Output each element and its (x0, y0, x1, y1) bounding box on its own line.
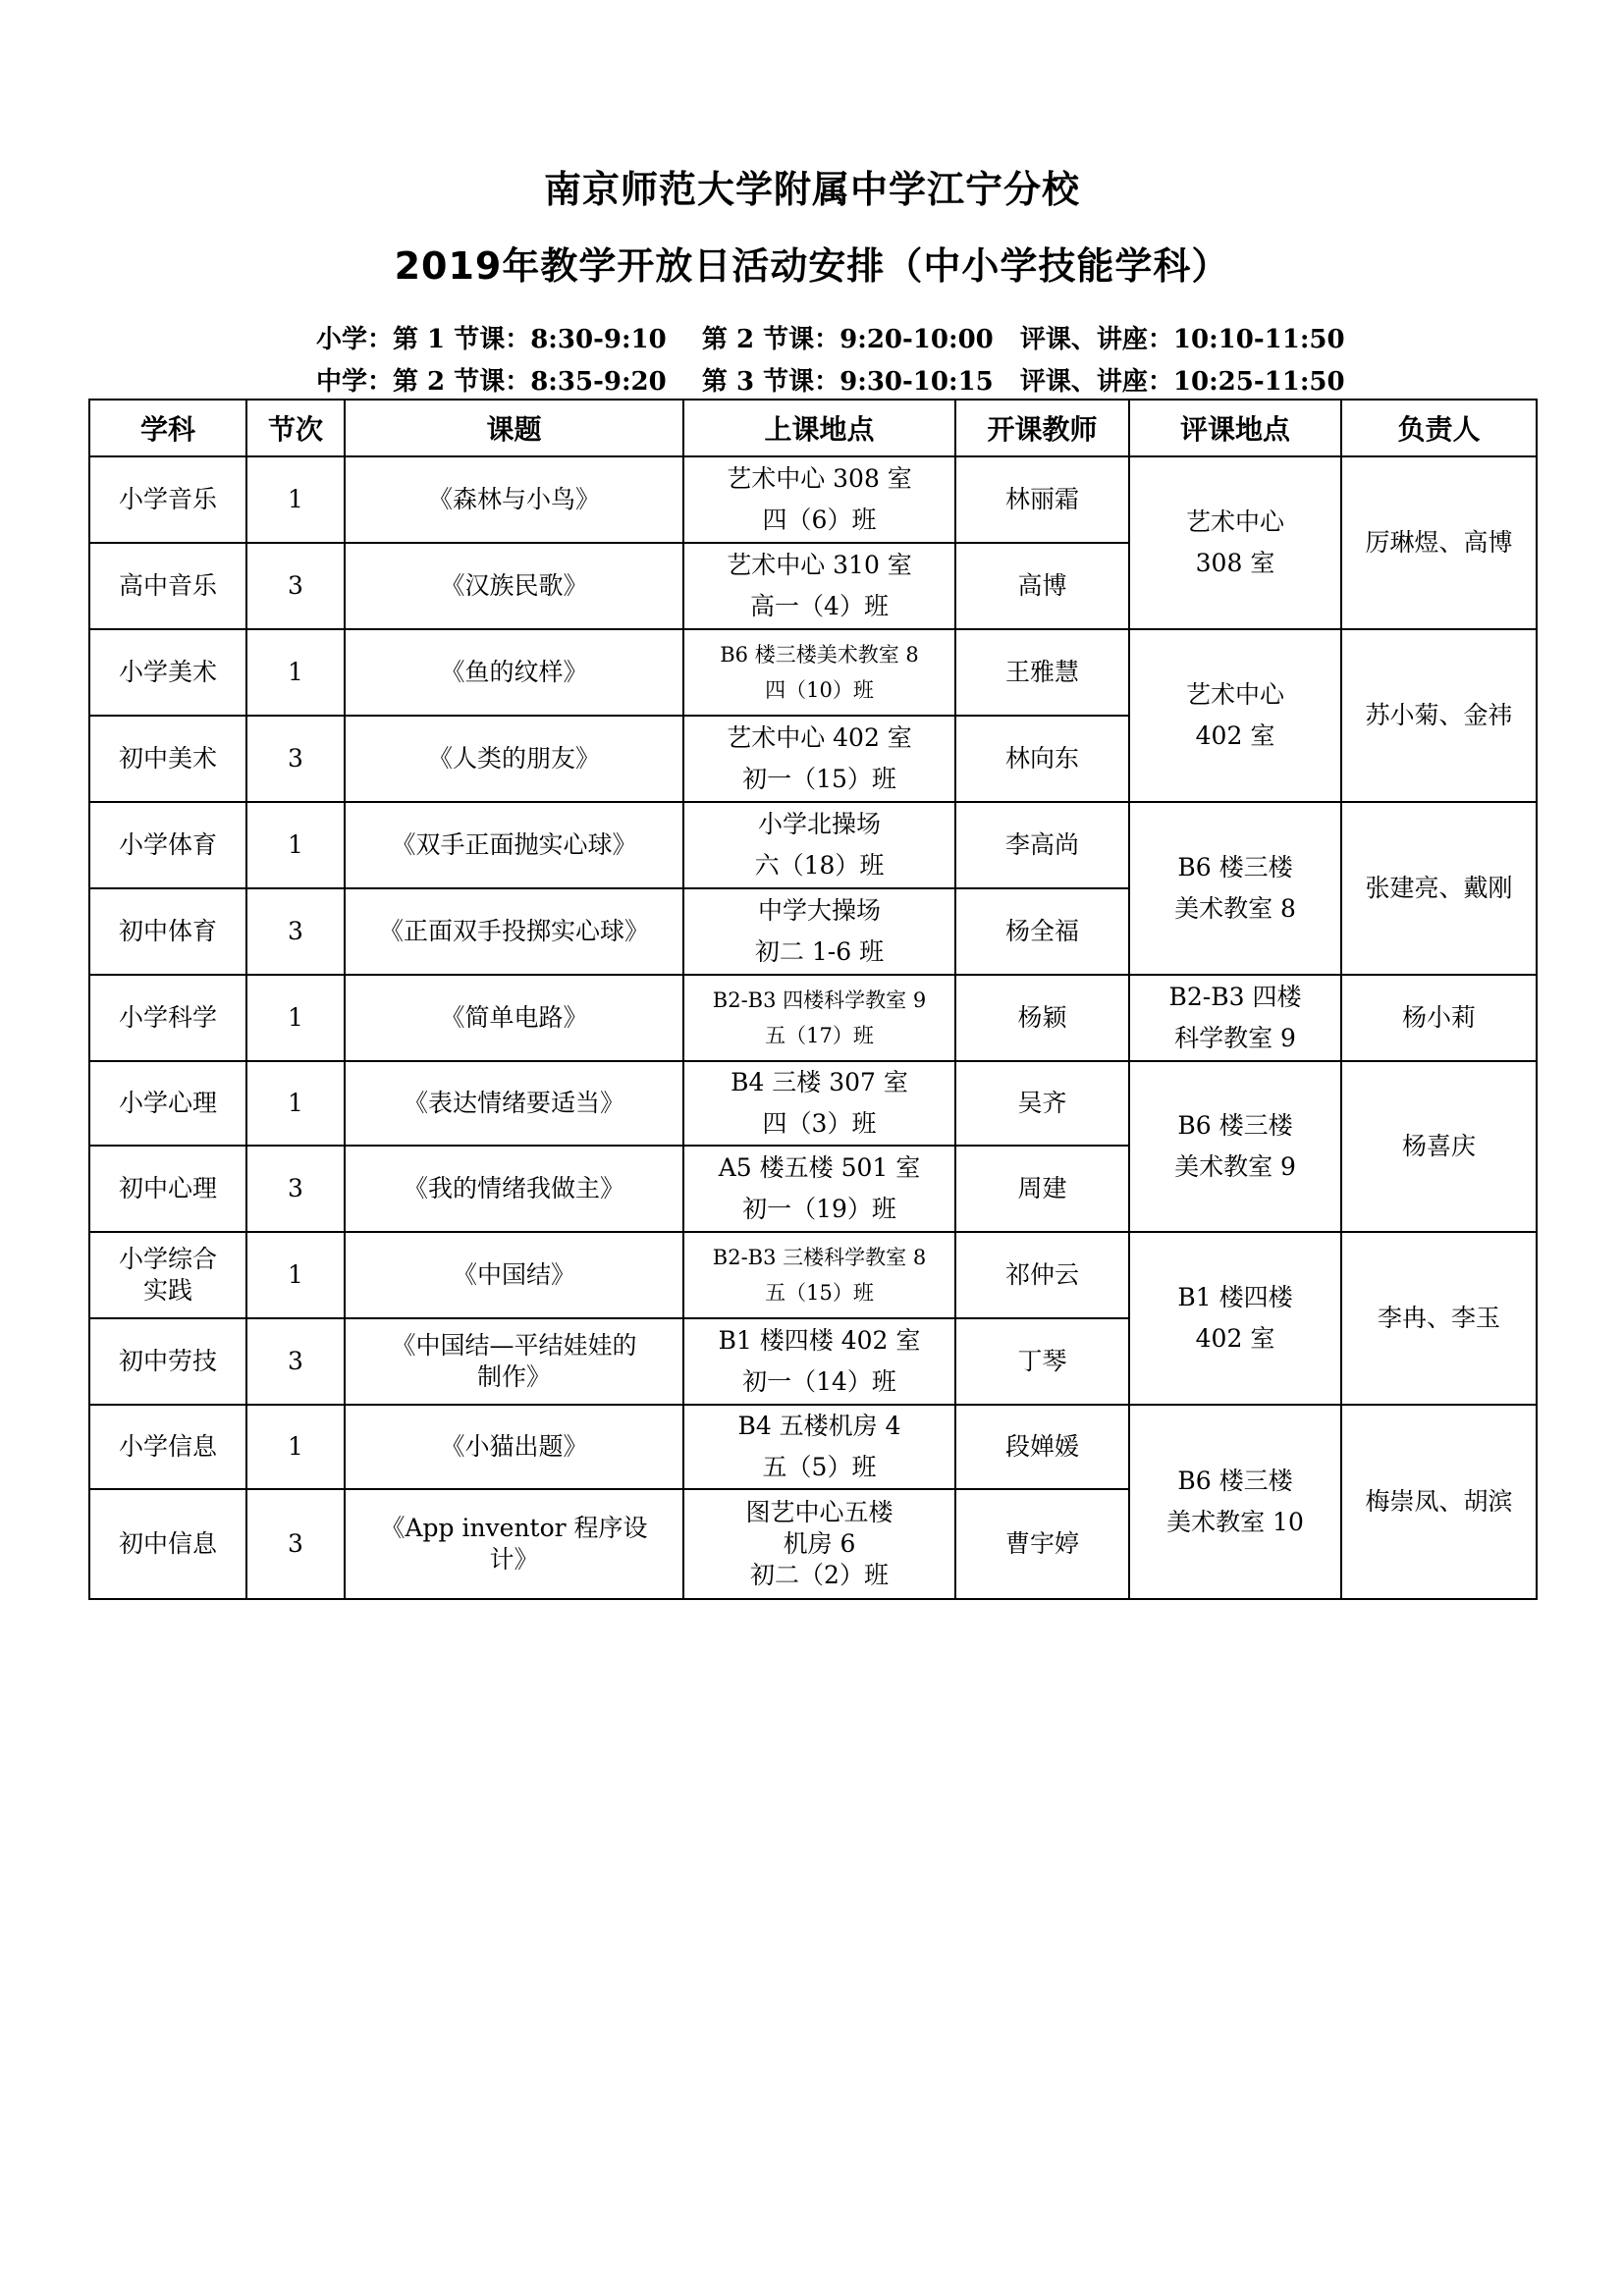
owner-cell (1341, 1232, 1537, 1405)
topic-cell-line: 计》 (489, 1545, 539, 1574)
location-cell (683, 716, 955, 802)
owner-cell (1341, 629, 1537, 802)
topic-cell (345, 1405, 683, 1489)
review-location-cell-line: B2-B3 四楼 (1168, 983, 1302, 1011)
document-title: 南京师范大学附属中学江宁分校 (543, 168, 1080, 211)
document-subtitle: 2019年教学开放日活动安排（中小学技能学科） (394, 244, 1230, 288)
teacher-cell-line: 李高尚 (1004, 830, 1079, 859)
location-cell-line: 初一（19）班 (742, 1195, 896, 1223)
subject-cell-line: 小学科学 (118, 1003, 217, 1032)
review-location-cell-line: B6 楼三楼 (1177, 1111, 1293, 1140)
teacher-cell (955, 1318, 1129, 1405)
subject-cell (89, 888, 246, 975)
location-cell-line: 初二（2）班 (750, 1561, 889, 1589)
location-cell-line: B1 楼四楼 402 室 (718, 1326, 921, 1355)
location-cell-line: A5 楼五楼 501 室 (718, 1153, 921, 1182)
header-teacher: 开课教师 (955, 400, 1129, 456)
teacher-cell (955, 1061, 1129, 1146)
teacher-cell-line: 曹宇婷 (1004, 1529, 1079, 1558)
review-location-cell-line: 402 室 (1195, 721, 1275, 750)
teacher-cell (955, 1489, 1129, 1599)
subject-cell (89, 975, 246, 1061)
topic-cell-line: 《汉族民歌》 (440, 571, 588, 600)
location-cell-line: 初二 1-6 班 (754, 937, 885, 966)
location-cell-line: 初一（15）班 (742, 765, 896, 793)
teacher-cell-line: 高博 (1017, 571, 1067, 600)
table-header-row (89, 400, 1537, 456)
subject-cell (89, 1061, 246, 1146)
topic-cell (345, 1146, 683, 1232)
subject-cell (89, 1146, 246, 1232)
review-location-cell-line: 美术教室 10 (1166, 1508, 1304, 1536)
topic-cell-line: 《简单电路》 (440, 1003, 588, 1032)
subject-cell-line: 高中音乐 (118, 571, 217, 600)
subject-cell (89, 1405, 246, 1489)
topic-cell-line: 《App inventor 程序设 (380, 1514, 648, 1542)
location-cell-line: B2-B3 四楼科学教室 9 (712, 988, 927, 1012)
table-row (89, 802, 1537, 888)
teacher-cell (955, 543, 1129, 629)
teacher-cell (955, 802, 1129, 888)
topic-cell (345, 1061, 683, 1146)
teacher-cell (955, 456, 1129, 543)
location-cell-line: 初一（14）班 (742, 1367, 896, 1396)
activity-table (88, 399, 1538, 1600)
location-cell-line: 艺术中心 308 室 (727, 464, 912, 493)
period-cell (246, 975, 345, 1061)
teacher-cell-line: 林丽霜 (1004, 485, 1079, 513)
topic-cell (345, 1318, 683, 1405)
location-cell (683, 802, 955, 888)
subject-cell (89, 716, 246, 802)
location-cell-line: 机房 6 (783, 1529, 856, 1558)
location-cell-line: 艺术中心 310 室 (727, 551, 912, 579)
subject-cell-line: 初中心理 (118, 1174, 217, 1202)
owner-cell (1341, 456, 1537, 629)
header-review-location: 评课地点 (1129, 400, 1341, 456)
period-cell-line: 1 (288, 1432, 303, 1461)
period-cell-line: 1 (288, 658, 303, 686)
location-cell (683, 1061, 955, 1146)
table-row (89, 629, 1537, 716)
header-subject: 学科 (89, 400, 246, 456)
teacher-cell (955, 888, 1129, 975)
teacher-cell (955, 975, 1129, 1061)
period-cell (246, 1146, 345, 1232)
subject-cell (89, 629, 246, 716)
header-period: 节次 (246, 400, 345, 456)
owner-cell (1341, 802, 1537, 975)
period-cell-line: 3 (288, 917, 303, 945)
table-row (89, 1232, 1537, 1318)
topic-cell (345, 975, 683, 1061)
teacher-cell (955, 1405, 1129, 1489)
owner-cell-line: 杨喜庆 (1401, 1132, 1476, 1160)
location-cell (683, 543, 955, 629)
period-cell (246, 1232, 345, 1318)
topic-cell (345, 1232, 683, 1318)
subject-cell (89, 1489, 246, 1599)
owner-cell (1341, 1405, 1537, 1599)
topic-cell-line: 《鱼的纹样》 (440, 658, 588, 686)
review-location-cell (1129, 1405, 1341, 1599)
topic-cell (345, 802, 683, 888)
subject-cell-line: 初中美术 (118, 744, 217, 773)
subject-cell (89, 1232, 246, 1318)
period-cell-line: 1 (288, 485, 303, 513)
owner-cell-line: 苏小菊、金祎 (1365, 701, 1513, 729)
teacher-cell-line: 林向东 (1004, 744, 1079, 773)
topic-cell (345, 543, 683, 629)
header-topic: 课题 (345, 400, 683, 456)
period-cell-line: 1 (288, 1003, 303, 1032)
topic-cell-line: 《我的情绪我做主》 (403, 1174, 624, 1202)
location-cell (683, 1405, 955, 1489)
subject-cell (89, 456, 246, 543)
topic-cell (345, 456, 683, 543)
location-cell-line: 四（6）班 (762, 506, 877, 534)
period-cell (246, 1061, 345, 1146)
review-location-cell (1129, 975, 1341, 1061)
location-cell-line: 高一（4）班 (750, 592, 889, 620)
table-row (89, 456, 1537, 543)
period-cell (246, 716, 345, 802)
period-cell-line: 1 (288, 1260, 303, 1289)
location-cell (683, 629, 955, 716)
header-owner: 负责人 (1341, 400, 1537, 456)
period-cell-line: 3 (288, 1347, 303, 1375)
period-cell (246, 802, 345, 888)
review-location-cell-line: 402 室 (1195, 1324, 1275, 1353)
owner-cell-line: 厉琳煜、高博 (1365, 528, 1513, 557)
topic-cell-line: 《正面双手投掷实心球》 (378, 917, 649, 945)
subject-cell-line: 初中体育 (118, 917, 217, 945)
owner-cell-line: 梅崇凤、胡滨 (1365, 1487, 1513, 1516)
review-location-cell (1129, 456, 1341, 629)
review-location-cell-line: 美术教室 9 (1174, 1152, 1296, 1181)
period-cell (246, 456, 345, 543)
owner-cell-line: 张建亮、戴刚 (1365, 874, 1513, 902)
topic-cell-line: 《人类的朋友》 (427, 744, 600, 773)
topic-cell (345, 1489, 683, 1599)
header-location: 上课地点 (683, 400, 955, 456)
topic-cell-line: 《中国结》 (452, 1260, 575, 1289)
location-cell-line: 四（10）班 (765, 678, 874, 702)
subject-cell-line: 初中劳技 (118, 1347, 217, 1375)
owner-cell-line: 杨小莉 (1401, 1003, 1476, 1032)
teacher-cell-line: 吴齐 (1017, 1089, 1067, 1117)
location-cell-line: B4 五楼机房 4 (737, 1412, 901, 1440)
location-cell-line: 五（17）班 (765, 1024, 874, 1047)
location-cell (683, 975, 955, 1061)
location-cell-line: 艺术中心 402 室 (727, 723, 912, 752)
subject-cell-line: 初中信息 (118, 1529, 217, 1558)
topic-cell-line: 《中国结—平结娃娃的 (391, 1331, 637, 1360)
review-location-cell-line: 美术教室 8 (1174, 894, 1296, 923)
period-cell-line: 3 (288, 1174, 303, 1202)
location-cell-line: 五（15）班 (765, 1281, 874, 1305)
table-row (89, 1405, 1537, 1489)
period-cell-line: 3 (288, 744, 303, 773)
location-cell-line: 五（5）班 (762, 1453, 877, 1481)
teacher-cell (955, 629, 1129, 716)
teacher-cell-line: 祁仲云 (1004, 1260, 1079, 1289)
topic-cell-line: 《森林与小鸟》 (427, 485, 600, 513)
teacher-cell-line: 丁琴 (1017, 1347, 1067, 1375)
subject-cell-line: 小学音乐 (118, 485, 217, 513)
period-cell (246, 1489, 345, 1599)
period-cell (246, 888, 345, 975)
location-cell (683, 1232, 955, 1318)
topic-cell-line: 制作》 (476, 1362, 551, 1391)
teacher-cell (955, 716, 1129, 802)
teacher-cell-line: 段婵媛 (1004, 1432, 1079, 1461)
review-location-cell-line: 科学教室 9 (1174, 1024, 1296, 1052)
teacher-cell-line: 周建 (1017, 1174, 1067, 1202)
topic-cell-line: 《双手正面抛实心球》 (391, 830, 637, 859)
period-cell (246, 629, 345, 716)
table-body (89, 456, 1537, 1599)
subject-cell-line: 小学综合 (118, 1245, 217, 1273)
review-location-cell-line: 艺术中心 (1185, 507, 1284, 536)
location-cell (683, 888, 955, 975)
location-cell-line: 图艺中心五楼 (745, 1498, 893, 1526)
location-cell (683, 1318, 955, 1405)
topic-cell (345, 888, 683, 975)
teacher-cell (955, 1232, 1129, 1318)
teacher-cell (955, 1146, 1129, 1232)
review-location-cell-line: 艺术中心 (1185, 680, 1284, 709)
review-location-cell (1129, 802, 1341, 975)
owner-cell (1341, 1061, 1537, 1232)
review-location-cell-line: B6 楼三楼 (1177, 1467, 1293, 1495)
location-cell-line: 六（18）班 (754, 851, 885, 880)
teacher-cell-line: 王雅慧 (1004, 658, 1079, 686)
middle-schedule: 中学：第 2 节课：8:35-9:20 第 3 节课：9:30-10:15 评课、讲座：10:25-11:50 (316, 367, 1345, 397)
subject-cell-line: 小学体育 (118, 830, 217, 859)
period-cell (246, 1318, 345, 1405)
table-row (89, 975, 1537, 1061)
topic-cell (345, 629, 683, 716)
subject-cell-line: 小学美术 (118, 658, 217, 686)
primary-schedule: 小学：第 1 节课：8:30-9:10 第 2 节课：9:20-10:00 评课、讲座：10:10-11:50 (316, 325, 1345, 354)
owner-cell-line: 李冉、李玉 (1377, 1304, 1500, 1332)
location-cell (683, 1489, 955, 1599)
period-cell-line: 3 (288, 1529, 303, 1558)
review-location-cell-line: B1 楼四楼 (1177, 1283, 1293, 1311)
subject-cell (89, 802, 246, 888)
review-location-cell (1129, 629, 1341, 802)
topic-cell-line: 《表达情绪要适当》 (403, 1089, 624, 1117)
subject-cell (89, 1318, 246, 1405)
subject-cell-line: 小学信息 (118, 1432, 217, 1461)
owner-cell (1341, 975, 1537, 1061)
table-row (89, 1061, 1537, 1146)
location-cell-line: 中学大操场 (757, 896, 881, 925)
subject-cell (89, 543, 246, 629)
period-cell-line: 3 (288, 571, 303, 600)
location-cell (683, 1146, 955, 1232)
review-location-cell-line: B6 楼三楼 (1177, 853, 1293, 881)
location-cell (683, 456, 955, 543)
subject-cell-line: 实践 (142, 1276, 192, 1305)
topic-cell (345, 716, 683, 802)
period-cell-line: 1 (288, 1089, 303, 1117)
topic-cell-line: 《小猫出题》 (440, 1432, 588, 1461)
location-cell-line: B2-B3 三楼科学教室 8 (712, 1246, 927, 1269)
location-cell-line: B6 楼三楼美术教室 8 (720, 643, 919, 667)
subject-cell-line: 小学心理 (118, 1089, 217, 1117)
period-cell (246, 1405, 345, 1489)
period-cell (246, 543, 345, 629)
teacher-cell-line: 杨全福 (1004, 917, 1079, 945)
review-location-cell-line: 308 室 (1195, 549, 1275, 577)
period-cell-line: 1 (288, 830, 303, 859)
location-cell-line: 四（3）班 (762, 1109, 877, 1138)
teacher-cell-line: 杨颖 (1017, 1003, 1067, 1032)
review-location-cell (1129, 1232, 1341, 1405)
review-location-cell (1129, 1061, 1341, 1232)
location-cell-line: 小学北操场 (757, 810, 881, 838)
location-cell-line: B4 三楼 307 室 (731, 1068, 908, 1096)
